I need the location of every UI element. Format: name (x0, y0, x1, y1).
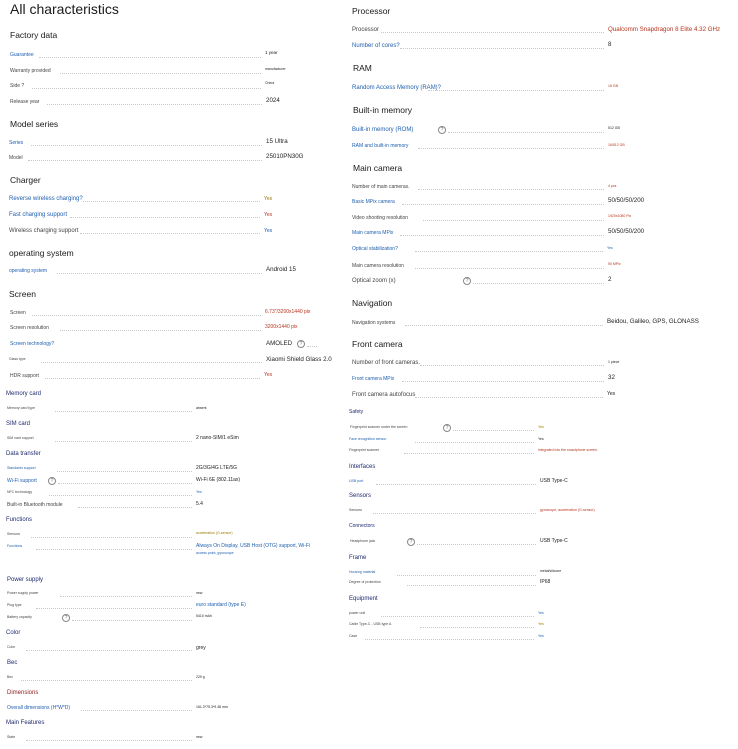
dotted-leader (57, 471, 192, 472)
spec-label-fingerprint-scanner-under-the-screen: Fingerprint scanner under the screen (350, 425, 408, 429)
help-icon[interactable]: ? (438, 126, 446, 134)
dotted-leader (55, 441, 192, 442)
spec-value-face-recognition-sensor: Yes (538, 437, 544, 441)
spec-label-warranty-provided: Warranty provided (10, 68, 51, 74)
spec-label-number-of-cores[interactable]: Number of cores? (352, 43, 400, 49)
spec-label-battery-capacity: Battery capacity (7, 615, 32, 619)
spec-label-guarantee[interactable]: Guarantee (10, 52, 34, 58)
spec-value-usb-port: USB Type-C (540, 478, 568, 484)
section-title-interfaces: Interfaces (349, 464, 376, 470)
dotted-leader (31, 145, 262, 146)
spec-label-front-camera-mpix[interactable]: Front camera MPix (352, 376, 395, 382)
dotted-leader (80, 233, 260, 234)
spec-label-built-in-bluetooth-module: Built-in Bluetooth module (7, 502, 63, 508)
dotted-leader (423, 220, 604, 221)
dotted-leader (415, 442, 534, 443)
spec-label-optical-stabilization[interactable]: Optical stabilization? (352, 246, 398, 252)
spec-label-sensors: Sensors (7, 532, 20, 536)
section-title-functions: Functions (6, 517, 33, 523)
dotted-leader (21, 680, 192, 681)
dotted-leader (415, 251, 603, 252)
spec-value-degree-of-protection: IP68 (540, 579, 551, 585)
dotted-leader (28, 160, 262, 161)
spec-value-front-camera-mpix: 32 (608, 374, 615, 381)
spec-label-cable-type-c-usb-type-a: Cable Type-C - USB type A (349, 622, 392, 626)
spec-value-wireless-charging-support: Yes (264, 228, 273, 234)
section-title-power-supply: Power supply (7, 577, 44, 583)
dotted-leader (397, 575, 536, 576)
section-title-dimensions: Dimensions (7, 690, 39, 696)
spec-value-memory-card-type: absent (196, 406, 207, 410)
dotted-leader (36, 608, 192, 609)
help-icon[interactable]: ? (443, 424, 451, 432)
spec-value-plug-type: euro standard (type E) (196, 602, 246, 608)
spec-value-bec: 229 g (196, 675, 205, 679)
spec-label-navigation-systems: Navigation systems (352, 320, 396, 326)
spec-value-warranty-provided: manufacturer (265, 67, 286, 71)
spec-label-sim-card-support: SIM card support (7, 436, 34, 440)
help-icon[interactable]: ? (463, 277, 471, 285)
dotted-leader (420, 365, 604, 366)
spec-value-reverse-wireless-charging: Yes (264, 196, 273, 202)
section-title-frame: Frame (349, 555, 367, 561)
spec-value-side: China (265, 81, 275, 85)
spec-value-housing-material: metal/silicone (540, 569, 562, 573)
dotted-leader (417, 544, 536, 545)
section-title-main-camera: Main camera (353, 163, 403, 173)
spec-label-fingerprint-scanner: Fingerprint scanner (349, 448, 380, 452)
spec-label-fast-charging-support[interactable]: Fast charging support (9, 212, 68, 218)
dotted-leader (60, 330, 261, 331)
spec-label-functions[interactable]: Functions (7, 544, 23, 548)
dotted-leader (453, 430, 534, 431)
dotted-leader (32, 315, 261, 316)
section-title-model-series: Model series (10, 119, 59, 129)
section-title-ram: RAM (353, 63, 372, 73)
dotted-leader (448, 132, 604, 133)
spec-value-battery-capacity: 5410 mAh (196, 614, 212, 618)
dotted-leader (415, 268, 604, 269)
dotted-leader (31, 537, 192, 538)
section-title-data-transfer: Data transfer (6, 451, 41, 457)
help-icon[interactable]: ? (48, 477, 56, 485)
spec-label-basic-mpix-camera[interactable]: Basic MPix camera (352, 199, 395, 205)
section-title-connectors: Connectors (349, 523, 375, 529)
dotted-leader (57, 273, 262, 274)
spec-value-ram-and-built-in-memory: 16/512 GB (608, 143, 625, 147)
dotted-leader (376, 484, 536, 485)
spec-value-hdr-support: Yes (264, 372, 273, 378)
spec-label-main-camera-resolution: Main camera resolution (352, 263, 404, 269)
page-title: All characteristics (10, 1, 119, 17)
dotted-leader (45, 378, 260, 379)
dotted-leader (60, 596, 192, 597)
dotted-leader (307, 346, 317, 347)
spec-value-number-of-cores: 8 (608, 41, 612, 48)
spec-label-release-year: Release year (10, 99, 40, 105)
spec-label-ram-and-built-in-memory[interactable]: RAM and built-in memory (352, 143, 409, 149)
spec-label-headphone-jack: Headphone jack (350, 539, 376, 543)
spec-value-screen-technology: AMOLED (266, 340, 293, 347)
dotted-leader (39, 57, 261, 58)
spec-value-processor: Qualcomm Snapdragon 8 Elite 4.32 GHz (608, 26, 721, 33)
spec-label-side: Side ? (10, 83, 25, 89)
spec-label-screen-technology[interactable]: Screen technology? (10, 341, 55, 347)
spec-value-navigation-systems: Beidou, Galileo, GPS, GLONASS (607, 318, 699, 325)
spec-label-operating-system[interactable]: operating system (9, 268, 48, 274)
section-title-factory-data: Factory data (10, 30, 58, 40)
spec-value-basic-mpix-camera: 50/50/50/200 (608, 197, 645, 204)
spec-value-number-of-front-cameras: 1 piece (608, 360, 620, 364)
dotted-leader (365, 639, 534, 640)
spec-value-optical-zoom-x: 2 (608, 276, 612, 283)
spec-label-reverse-wireless-charging[interactable]: Reverse wireless charging? (9, 196, 83, 202)
spec-value-overall-dimensions-h-w-d: 161.3*75.3*9.48 mm (196, 705, 228, 709)
dotted-leader (400, 235, 604, 236)
dotted-leader (381, 616, 534, 617)
spec-label-standards-support[interactable]: Standards support (7, 466, 36, 470)
spec-label-nfc-technology: NFC technology (7, 490, 33, 494)
spec-label-main-camera-mpix[interactable]: Main camera MPix (352, 230, 394, 236)
spec-value-color: grey (196, 645, 206, 651)
spec-value-nfc-technology: Yes (196, 490, 202, 494)
dotted-leader (70, 217, 260, 218)
spec-value-glass-type: Xiaomi Shield Glass 2.0 (266, 356, 332, 363)
spec-label-case: Case (349, 634, 358, 638)
dotted-leader (26, 650, 192, 651)
section-title-operating-system: operating system (9, 248, 74, 258)
section-title-processor: Processor (352, 6, 391, 16)
spec-label-state: State (7, 735, 16, 739)
spec-value-power-unit: Yes (538, 611, 544, 615)
spec-value-screen: 6.73"/3200x1440 pix (265, 309, 311, 315)
dotted-leader (78, 507, 192, 508)
dotted-leader (49, 495, 192, 496)
dotted-leader (72, 620, 192, 621)
spec-label-number-of-main-cameras: Number of main cameras. (352, 184, 410, 190)
section-title-bec: Bec (7, 660, 18, 666)
spec-value-fingerprint-scanner-under-the-screen: Yes (538, 425, 544, 429)
spec-value-random-access-memory-ram: 16 GB (608, 84, 618, 88)
spec-label-optical-zoom-x: Optical zoom (x) (352, 278, 396, 284)
section-title-main-features: Main Features (6, 720, 45, 726)
spec-value-state: new (196, 735, 203, 739)
section-title-navigation: Navigation (352, 298, 393, 308)
spec-label-wireless-charging-support: Wireless charging support (9, 228, 79, 234)
spec-label-glass-type: Glass type (9, 357, 26, 361)
dotted-leader (415, 397, 603, 398)
spec-label-sensors: Sensors (349, 508, 362, 512)
spec-value-main-camera-resolution: 50 MPix (608, 262, 621, 266)
spec-value-number-of-main-cameras: 4 pcs (608, 184, 617, 188)
spec-label-video-shooting-resolution: Video shooting resolution (352, 215, 409, 221)
spec-value-screen-resolution: 3200x1440 pix (265, 324, 298, 330)
spec-value-release-year: 2024 (266, 97, 280, 104)
spec-value-series: 15 Ultra (266, 138, 288, 145)
section-title-screen: Screen (9, 289, 36, 299)
spec-label-power-supply-power: Power supply power (7, 591, 39, 595)
spec-value-operating-system: Android 15 (266, 266, 296, 273)
dotted-leader (26, 740, 192, 741)
spec-label-processor: Processor (352, 27, 380, 33)
spec-value-video-shooting-resolution: 1920x1080 Pix (608, 214, 632, 218)
dotted-leader (32, 88, 261, 89)
dotted-leader (402, 204, 604, 205)
spec-value-sensors: acceleration (G-sensor) (196, 531, 233, 535)
spec-label-screen-resolution: Screen resolution (10, 325, 49, 331)
dotted-leader (428, 90, 604, 91)
spec-label-front-camera-autofocus: Front camera autofocus (352, 392, 416, 398)
spec-value-functions: Always On Display, USB Host (OTG) support, Wi-Fi (196, 543, 311, 549)
spec-label-number-of-front-cameras: Number of front cameras. (352, 360, 421, 366)
spec-value-model: 25010PN30G (266, 153, 304, 160)
help-icon[interactable]: ? (297, 340, 305, 348)
dotted-leader (41, 362, 262, 363)
spec-value-built-in-bluetooth-module: 5.4 (196, 501, 203, 507)
spec-label-memory-card-type: Memory card type (7, 406, 36, 410)
spec-value-headphone-jack: USB Type-C (540, 538, 568, 544)
spec-value-built-in-memory-rom: 512 GB (608, 126, 620, 130)
spec-value-optical-stabilization: Yes (607, 246, 613, 250)
spec-label-bec: Bec (7, 675, 14, 679)
dotted-leader (47, 104, 262, 105)
spec-label-plug-type: Plug type (7, 603, 22, 607)
spec-label-random-access-memory-ram[interactable]: Random Access Memory (RAM)? (352, 85, 442, 91)
dotted-leader (404, 453, 534, 454)
spec-value-fingerprint-scanner: integrated into the smartphone screen. (538, 448, 598, 452)
spec-label-color: Color (7, 645, 16, 649)
spec-label-usb-port[interactable]: USB port (349, 479, 364, 483)
dotted-leader (407, 585, 536, 586)
spec-label-screen: Screen (10, 310, 26, 316)
spec-label-power-unit: power unit (349, 611, 366, 615)
spec-value-wi-fi-support: Wi-Fi 6E (802.11ax) (196, 477, 241, 483)
spec-value-front-camera-autofocus: Yes (607, 391, 616, 397)
spec-label-model: Model (9, 155, 23, 161)
dotted-leader (418, 189, 604, 190)
dotted-leader (81, 710, 192, 711)
spec-value-fast-charging-support: Yes (264, 212, 273, 218)
dotted-leader (400, 48, 604, 49)
dotted-leader (36, 549, 192, 550)
value-continuation: access point, gyroscope (196, 551, 234, 555)
help-icon[interactable]: ? (62, 614, 70, 622)
spec-label-face-recognition-sensor[interactable]: Face recognition sensor (349, 437, 387, 441)
spec-label-degree-of-protection: Degree of protection (349, 580, 381, 584)
section-title-safety: Safety (349, 409, 364, 415)
spec-label-housing-material[interactable]: Housing material (349, 570, 376, 574)
spec-value-main-camera-mpix: 50/50/50/200 (608, 228, 645, 235)
spec-label-hdr-support: HDR support (10, 373, 39, 379)
section-title-sensors: Sensors (349, 493, 372, 499)
spec-label-built-in-memory-rom[interactable]: Built-in memory (ROM) (352, 127, 414, 133)
spec-value-case: Yes (538, 634, 544, 638)
section-title-built-in-memory: Built-in memory (353, 105, 413, 115)
spec-value-sensors: gyroscope, acceleration (G-sensor) (540, 508, 595, 512)
spec-label-wi-fi-support[interactable]: Wi-Fi support (7, 478, 37, 484)
dotted-leader (373, 513, 536, 514)
spec-value-cable-type-c-usb-type-a: Yes (538, 622, 544, 626)
dotted-leader (381, 32, 604, 33)
spec-value-guarantee: 1 year (265, 50, 278, 55)
dotted-leader (418, 148, 604, 149)
section-title-sim-card: SIM card (6, 421, 31, 427)
dotted-leader (60, 73, 261, 74)
dotted-leader (473, 283, 604, 284)
spec-value-power-supply-power: new (196, 591, 203, 595)
spec-value-sim-card-support: 2 nano-SIM/1 eSim (196, 435, 239, 441)
section-title-charger: Charger (10, 175, 41, 185)
dotted-leader (402, 381, 604, 382)
spec-label-overall-dimensions-h-w-d[interactable]: Overall dimensions (H*W*D) (7, 705, 71, 711)
dotted-leader (420, 627, 534, 628)
section-title-color: Color (6, 630, 21, 636)
spec-label-series[interactable]: Series (9, 140, 24, 146)
dotted-leader (83, 201, 260, 202)
dotted-leader (58, 483, 192, 484)
section-title-equipment: Equipment (349, 596, 378, 602)
spec-value-standards-support: 2G/3G/4G LTE/5G (196, 465, 238, 471)
dotted-leader (55, 411, 192, 412)
help-icon[interactable]: ? (407, 538, 415, 546)
section-title-memory-card: Memory card (6, 391, 42, 397)
section-title-front-camera: Front camera (352, 339, 403, 349)
dotted-leader (405, 325, 603, 326)
